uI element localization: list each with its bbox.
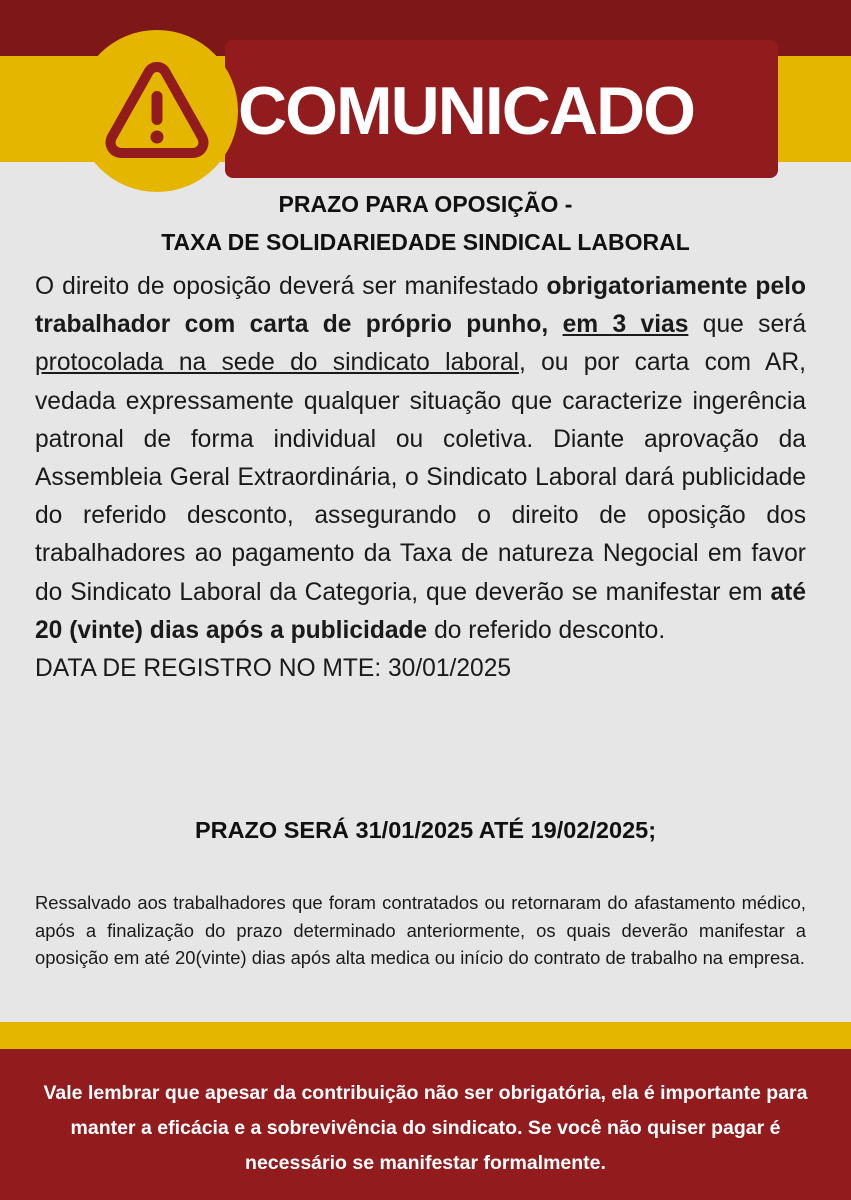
paragraph-underlined-location: protocolada na sede do sindicato laboral	[35, 349, 519, 377]
note-paragraph: Ressalvado aos trabalhadores que foram contratados ou retornaram do afastamento médico, após a finalização do prazo determinado anteriormente, os quais deverão manifestar a oposição em até 20(vinte) dias após alta medica ou início do contrato de trabalho na empresa.	[35, 892, 806, 968]
registration-date: DATA DE REGISTRO NO MTE: 30/01/2025	[35, 655, 512, 683]
footer-text: Vale lembrar que apesar da contribuição não ser obrigatória, ela é importante para manter a eficácia e a sobrevivência do sindicato. Se você não quiser pagar é necessário se manifestar formalmente.	[43, 1082, 808, 1174]
warning-badge	[76, 30, 238, 192]
page-title: COMUNICADO	[238, 73, 694, 149]
paragraph-bold-period: até 20 (vinte) dias após a publicidade	[35, 578, 806, 644]
paragraph-bold-copies: em 3 vias	[562, 311, 689, 339]
deadline-text: PRAZO SERÁ 31/01/2025 ATÉ 19/02/2025;	[194, 817, 657, 843]
heading-line-1: PRAZO PARA OPOSIÇÃO -	[278, 191, 573, 217]
paragraph-connector: que será	[702, 311, 807, 339]
warning-triangle-icon	[103, 57, 211, 165]
yellow-band-bottom	[0, 1022, 851, 1049]
main-paragraph	[35, 268, 806, 688]
heading-line-2: TAXA DE SOLIDARIEDADE SINDICAL LABORAL	[161, 229, 690, 255]
paragraph-ending: do referido desconto.	[434, 616, 666, 644]
paragraph-body: , ou por carta com AR, vedada expressamente qualquer situação que caracterize ingerência patronal de forma individual ou coletiva. Diante aprovação da Assembleia Geral Extraordinária, o Sindicato Laboral dará publicidade do referido desconto, assegurando o direito de oposição dos trabalhadores ao pagamento da Taxa de natureza Negocial em favor do Sindicato Laboral da Categoria, que deverão se manifestar em	[35, 349, 806, 606]
paragraph-bold-requirement: obrigatoriamente pelo trabalhador com carta de próprio punho,	[35, 273, 806, 339]
paragraph-intro: O direito de oposição deverá ser manifestado	[35, 273, 539, 300]
